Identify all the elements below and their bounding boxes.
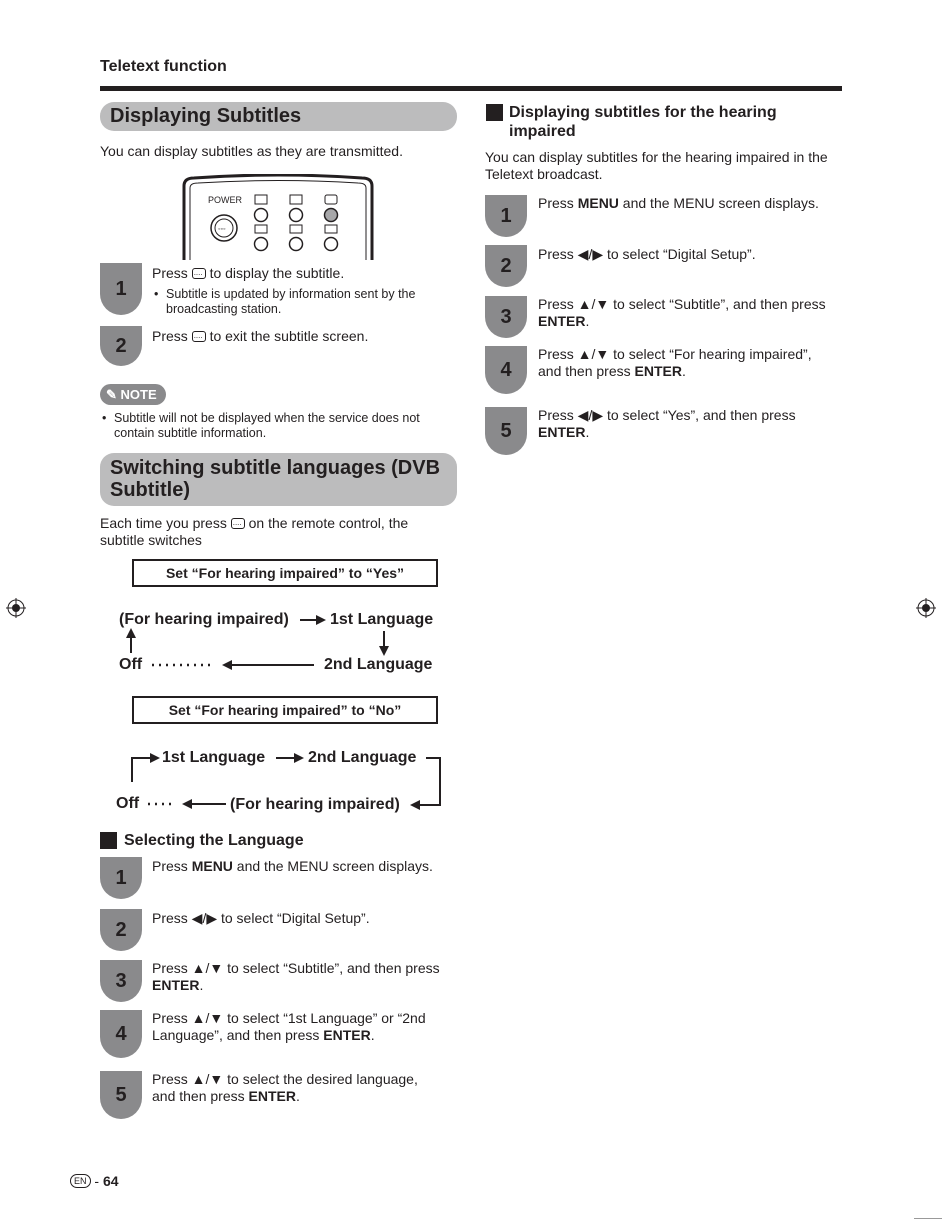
flow-no-hearing: (For hearing impaired) [230,796,400,813]
step-text: Press ◀/▶ to select “Digital Setup”. [538,246,756,262]
note-text: • Subtitle will not be displayed when the service does not contain subtitle information. [102,411,420,440]
step-text: Press ◀/▶ to select “Yes”, and then press ENTER. [538,407,796,440]
box-hearing-impaired-no: Set “For hearing impaired” to “No” [132,696,438,724]
step-number: 5 [485,407,527,455]
trim-mark [914,1218,942,1219]
step-number: 5 [100,1071,142,1119]
step-text: Press MENU and the MENU screen displays. [538,195,819,211]
section-title-displaying-subtitles: Displaying Subtitles [100,102,457,131]
remote-control-illustration [180,174,376,260]
step-number: 2 [100,909,142,951]
flow-yes-arrows [100,600,460,680]
registration-mark-icon [916,598,936,618]
step-text: Press ▲/▼ to select the desired language, and then press ENTER. [152,1071,418,1104]
step-number: 1 [100,857,142,899]
flow-yes-2nd: 2nd Language [324,656,433,673]
flow-yes-1st: 1st Language [330,611,434,628]
registration-mark-icon [6,598,26,618]
subtitle-button-icon [231,518,245,529]
step-number: 4 [100,1010,142,1058]
header-rule [100,86,842,91]
step-number: 3 [485,296,527,338]
power-label: POWER [208,195,243,205]
step-number: 1 [100,263,142,315]
flow-no-arrows [100,740,460,820]
square-bullet-icon [486,104,503,121]
section-title-switching-languages: Switching subtitle languages (DVB Subtitle) [100,453,457,506]
step-number: 4 [485,346,527,394]
subtitle-button-icon [192,268,206,279]
section2-intro: Each time you press .... on the remote control, the subtitle switches [100,515,445,549]
step-text: Press .... to display the subtitle. [152,265,344,282]
svg-text:◦◦◦: ◦◦◦ [218,226,226,233]
section1-intro: You can display subtitles as they are transmitted. [100,143,403,159]
flow-no-1st: 1st Language [162,749,266,766]
note-badge: ✎ NOTE [100,384,166,405]
subhead-hearing-impaired: Displaying subtitles for the hearing impaired [509,104,777,140]
step-text: Press ▲/▼ to select “1st Language” or “2nd Language”, and then press ENTER. [152,1010,426,1043]
step-text: Press ▲/▼ to select “For hearing impaired”, and then press ENTER. [538,346,812,379]
step-number: 3 [100,960,142,1002]
step-text: Press ▲/▼ to select “Subtitle”, and then press ENTER. [152,960,440,993]
page-number: EN - 64 [70,1173,119,1189]
step-text: Press ▲/▼ to select “Subtitle”, and then press ENTER. [538,296,826,329]
step-number: 2 [100,326,142,366]
box-hearing-impaired-yes: Set “For hearing impaired” to “Yes” [132,559,438,587]
flow-no-2nd: 2nd Language [308,749,417,766]
flow-yes-off: Off [119,656,143,673]
language-badge: EN [70,1174,91,1188]
square-bullet-icon [100,832,117,849]
step-bullet: • Subtitle is updated by information sent by the broadcasting station. [154,287,416,316]
subtitle-button-icon [192,331,206,342]
right-intro: You can display subtitles for the hearing impaired in the Teletext broadcast. [485,149,828,182]
step-text: Press .... to exit the subtitle screen. [152,328,368,345]
pencil-icon: ✎ [106,387,117,402]
flow-yes-hearing: (For hearing impaired) [119,611,289,628]
step-text: Press MENU and the MENU screen displays. [152,858,433,874]
subhead-selecting-language: Selecting the Language [124,832,304,849]
step-number: 1 [485,195,527,237]
flow-no-off: Off [116,795,140,812]
page-header: Teletext function [100,58,227,75]
step-number: 2 [485,245,527,287]
step-text: Press ◀/▶ to select “Digital Setup”. [152,910,370,926]
